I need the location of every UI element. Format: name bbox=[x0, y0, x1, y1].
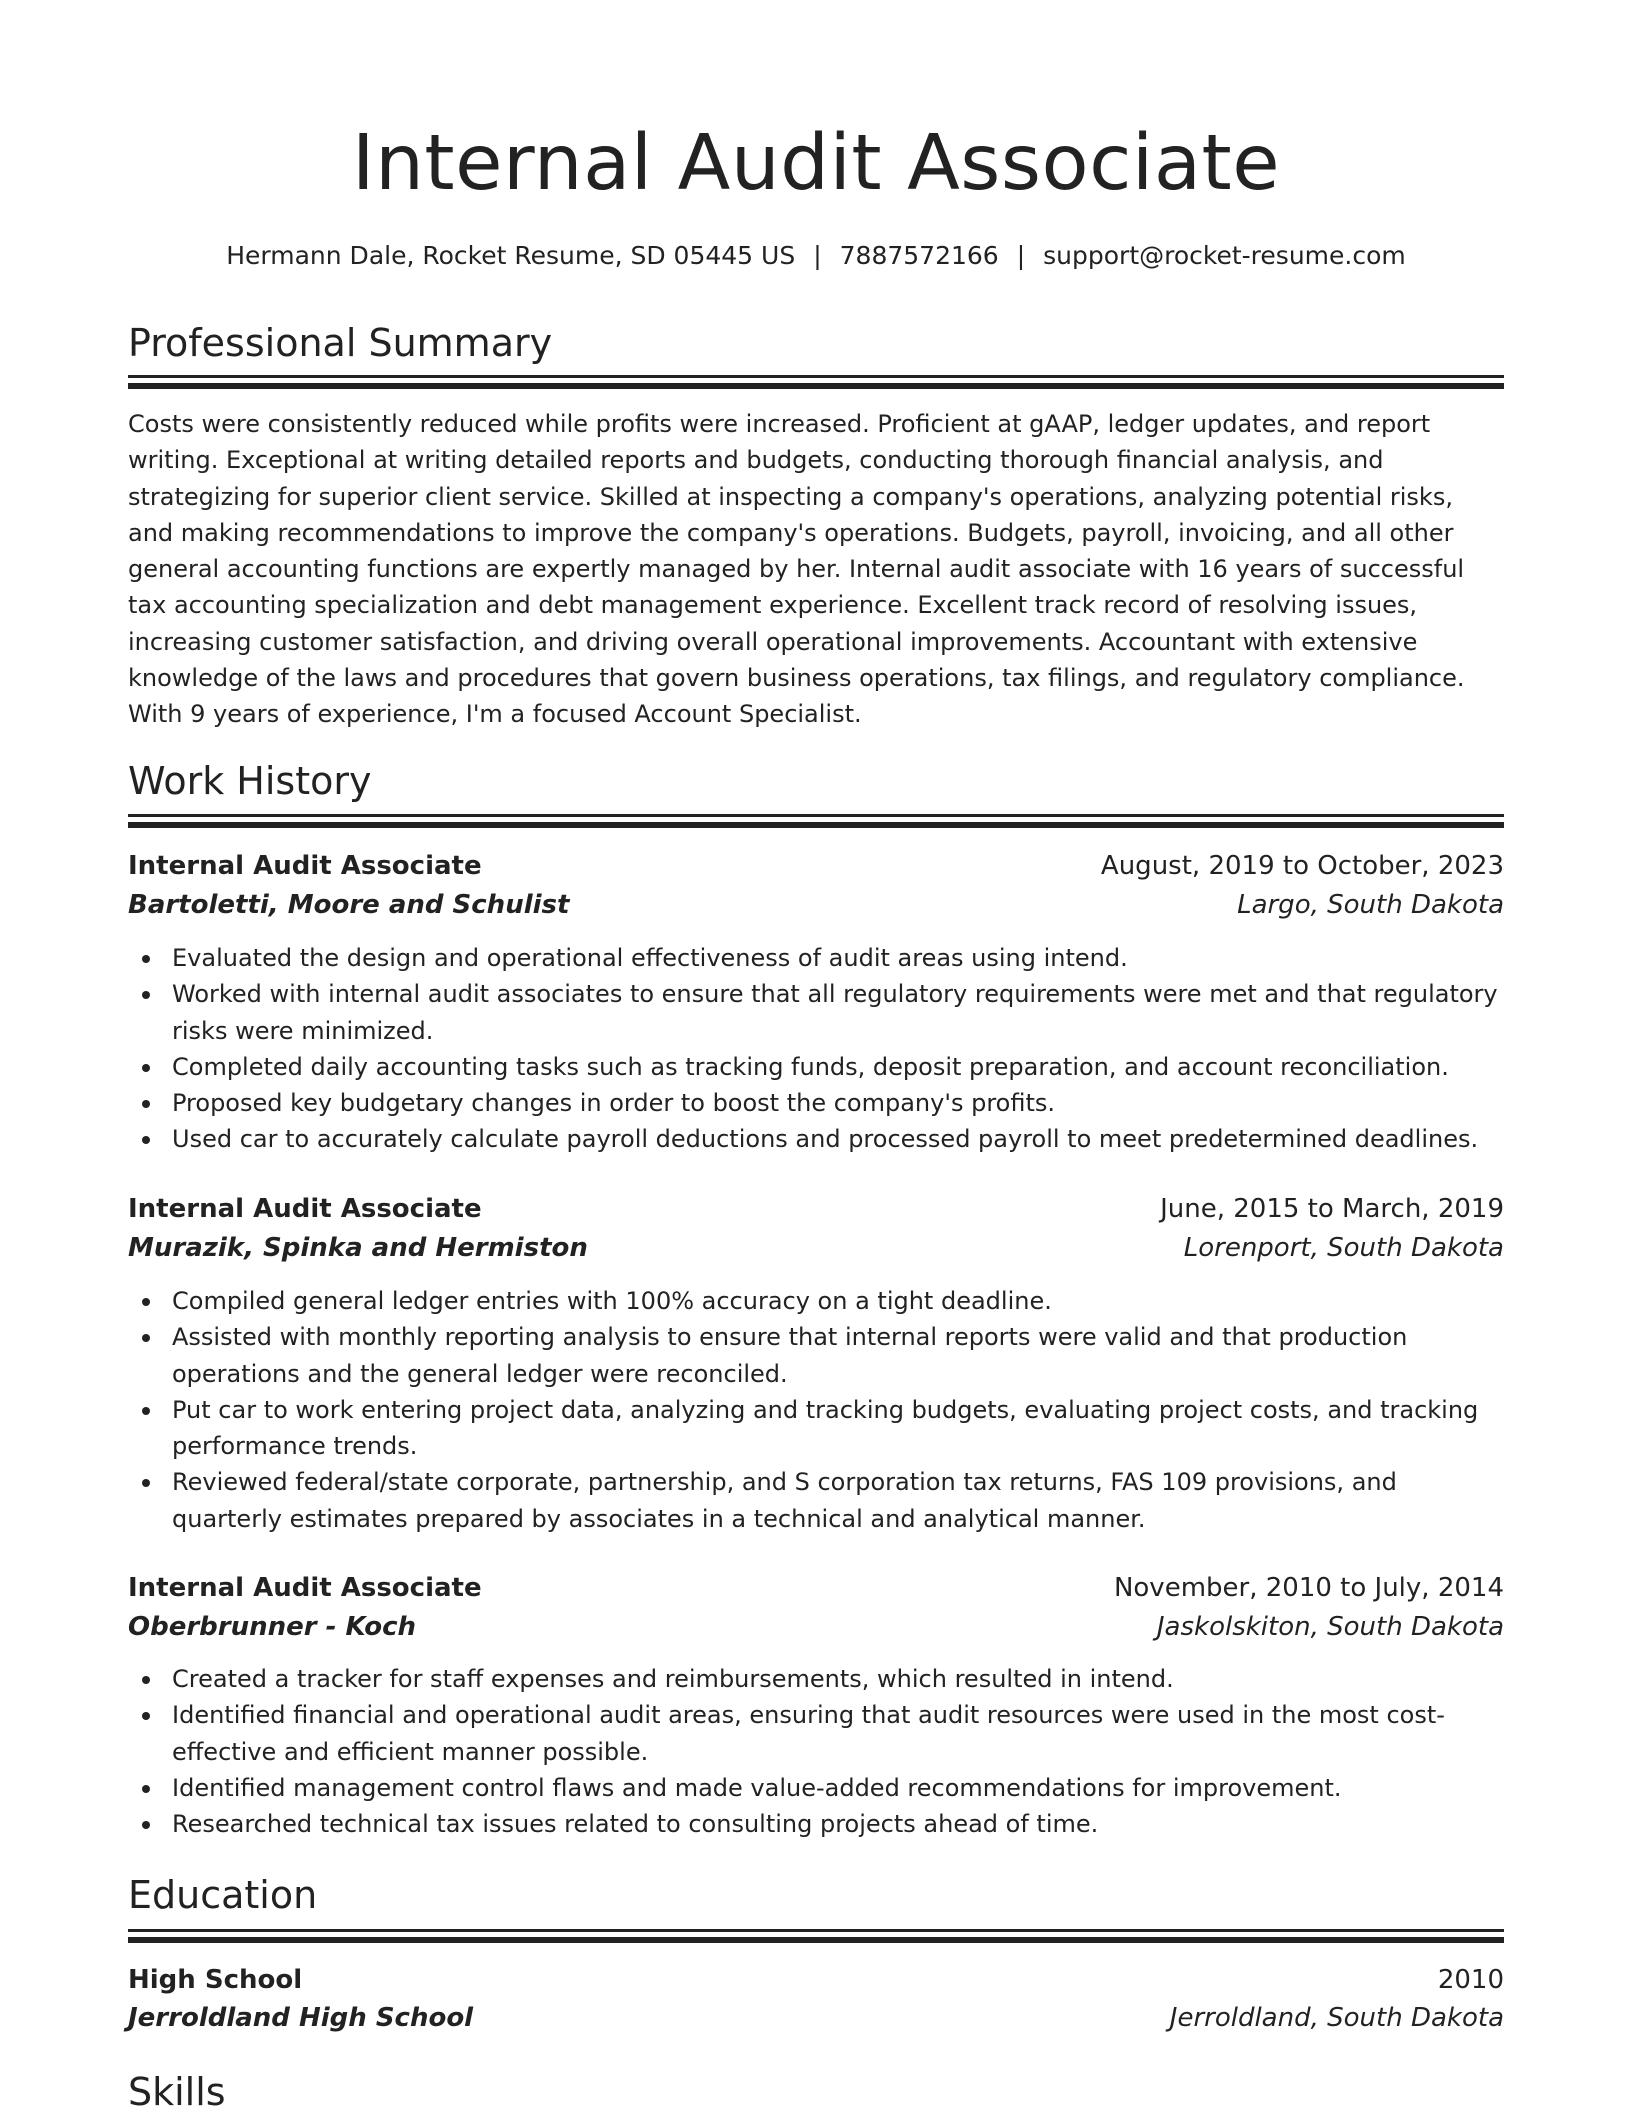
list-item: Identified financial and operational audit areas, ensuring that audit resources were used in the most cost-effective and efficient manner possible. bbox=[128, 1697, 1504, 1770]
summary-divider-thick bbox=[128, 383, 1504, 389]
list-item: Researched technical tax issues related to consulting projects ahead of time. bbox=[128, 1806, 1504, 1842]
contact-separator: | bbox=[1016, 241, 1026, 270]
job-location: Largo, South Dakota bbox=[1237, 890, 1504, 920]
resume-title: Internal Audit Associate bbox=[351, 119, 1281, 208]
list-item: Compiled general ledger entries with 100% accuracy on a tight deadline. bbox=[128, 1283, 1504, 1319]
list-item: Identified management control flaws and made value-added recommendations for improvement. bbox=[128, 1770, 1504, 1806]
job-location: Lorenport, South Dakota bbox=[1183, 1233, 1504, 1263]
job-dates: June, 2015 to March, 2019 bbox=[1160, 1194, 1504, 1224]
job-company-row bbox=[128, 1229, 1504, 1267]
education-school-row bbox=[128, 1999, 1504, 2037]
education-location: Jerroldland, South Dakota bbox=[1169, 2003, 1504, 2033]
list-item: Worked with internal audit associates to ensure that all regulatory requirements were met and that regulatory risks were minimized. bbox=[128, 976, 1504, 1049]
list-item: Evaluated the design and operational effectiveness of audit areas using intend. bbox=[128, 940, 1504, 976]
job-company-row bbox=[128, 886, 1504, 924]
contact-phone: 7887572166 bbox=[839, 241, 999, 270]
job-header bbox=[128, 1569, 1504, 1607]
work-divider-thick bbox=[128, 822, 1504, 828]
work-heading: Work History bbox=[128, 759, 372, 803]
skills-heading: Skills bbox=[128, 2070, 226, 2114]
contact-line bbox=[128, 238, 1504, 274]
job-company: Bartoletti, Moore and Schulist bbox=[128, 890, 570, 920]
job-company: Oberbrunner - Koch bbox=[128, 1612, 416, 1642]
summary-heading: Professional Summary bbox=[128, 321, 553, 365]
job-bullets bbox=[128, 1283, 1504, 1537]
summary-section-header bbox=[128, 318, 1504, 368]
list-item: Proposed key budgetary changes in order to boost the company's profits. bbox=[128, 1085, 1504, 1121]
education-row bbox=[128, 1961, 1504, 1999]
education-school: Jerroldland High School bbox=[128, 2003, 474, 2033]
job-title: Internal Audit Associate bbox=[128, 1194, 482, 1224]
job-location: Jaskolskiton, South Dakota bbox=[1156, 1612, 1504, 1642]
job-title: Internal Audit Associate bbox=[128, 851, 482, 881]
job-dates: November, 2010 to July, 2014 bbox=[1113, 1573, 1504, 1603]
skills-section-header bbox=[128, 2067, 1504, 2117]
education-degree: High School bbox=[128, 1965, 303, 1995]
job-bullets bbox=[128, 1661, 1504, 1842]
job-header bbox=[128, 847, 1504, 885]
summary-divider-thin bbox=[128, 375, 1504, 378]
list-item: Created a tracker for staff expenses and reimbursements, which resulted in intend. bbox=[128, 1661, 1504, 1697]
job-bullets bbox=[128, 940, 1504, 1158]
job-company-row bbox=[128, 1608, 1504, 1646]
list-item: Put car to work entering project data, analyzing and tracking budgets, evaluating project costs, and tracking performance trends. bbox=[128, 1392, 1504, 1465]
education-divider-thin bbox=[128, 1929, 1504, 1932]
list-item: Used car to accurately calculate payroll deductions and processed payroll to meet predetermined deadlines. bbox=[128, 1121, 1504, 1157]
job-dates: August, 2019 to October, 2023 bbox=[1100, 851, 1504, 881]
education-year: 2010 bbox=[1437, 1965, 1504, 1995]
list-item: Reviewed federal/state corporate, partnership, and S corporation tax returns, FAS 109 provisions, and quarterly estimates prepared by associates in a technical and analytical manner. bbox=[128, 1464, 1504, 1537]
education-divider-thick bbox=[128, 1937, 1504, 1943]
contact-email[interactable]: support@rocket-resume.com bbox=[1043, 241, 1406, 270]
education-heading: Education bbox=[128, 1873, 318, 1917]
job-company: Murazik, Spinka and Hermiston bbox=[128, 1233, 588, 1263]
work-section-header bbox=[128, 756, 1504, 806]
job-title: Internal Audit Associate bbox=[128, 1573, 482, 1603]
list-item: Completed daily accounting tasks such as tracking funds, deposit preparation, and account reconciliation. bbox=[128, 1049, 1504, 1085]
summary-text: Costs were consistently reduced while profits were increased. Proficient at gAAP, ledger updates, and report writing. Exceptional at writing detailed reports and budgets, conducting thorough financial analysis, and strategizing for superior client service. Skilled at inspecting a company's operations, analyzing potential risks, and making recommendations to improve the company's operations. Budgets, payroll, invoicing, and all other general accounting functions are expertly managed by her. Internal audit associate with 16 years of successful tax accounting specialization and debt management experience. Excellent track record of resolving issues, increasing customer satisfaction, and driving overall operational improvements. Accountant with extensive knowledge of the laws and procedures that govern business operations, tax filings, and regulatory compliance. With 9 years of experience, I'm a focused Account Specialist. bbox=[128, 410, 1465, 729]
education-section-header bbox=[128, 1870, 1504, 1920]
job-header bbox=[128, 1190, 1504, 1228]
contact-address: Hermann Dale, Rocket Resume, SD 05445 US bbox=[226, 241, 796, 270]
list-item: Assisted with monthly reporting analysis to ensure that internal reports were valid and that production operations and the general ledger were reconciled. bbox=[128, 1319, 1504, 1392]
work-divider-thin bbox=[128, 814, 1504, 817]
contact-separator: | bbox=[813, 241, 822, 270]
